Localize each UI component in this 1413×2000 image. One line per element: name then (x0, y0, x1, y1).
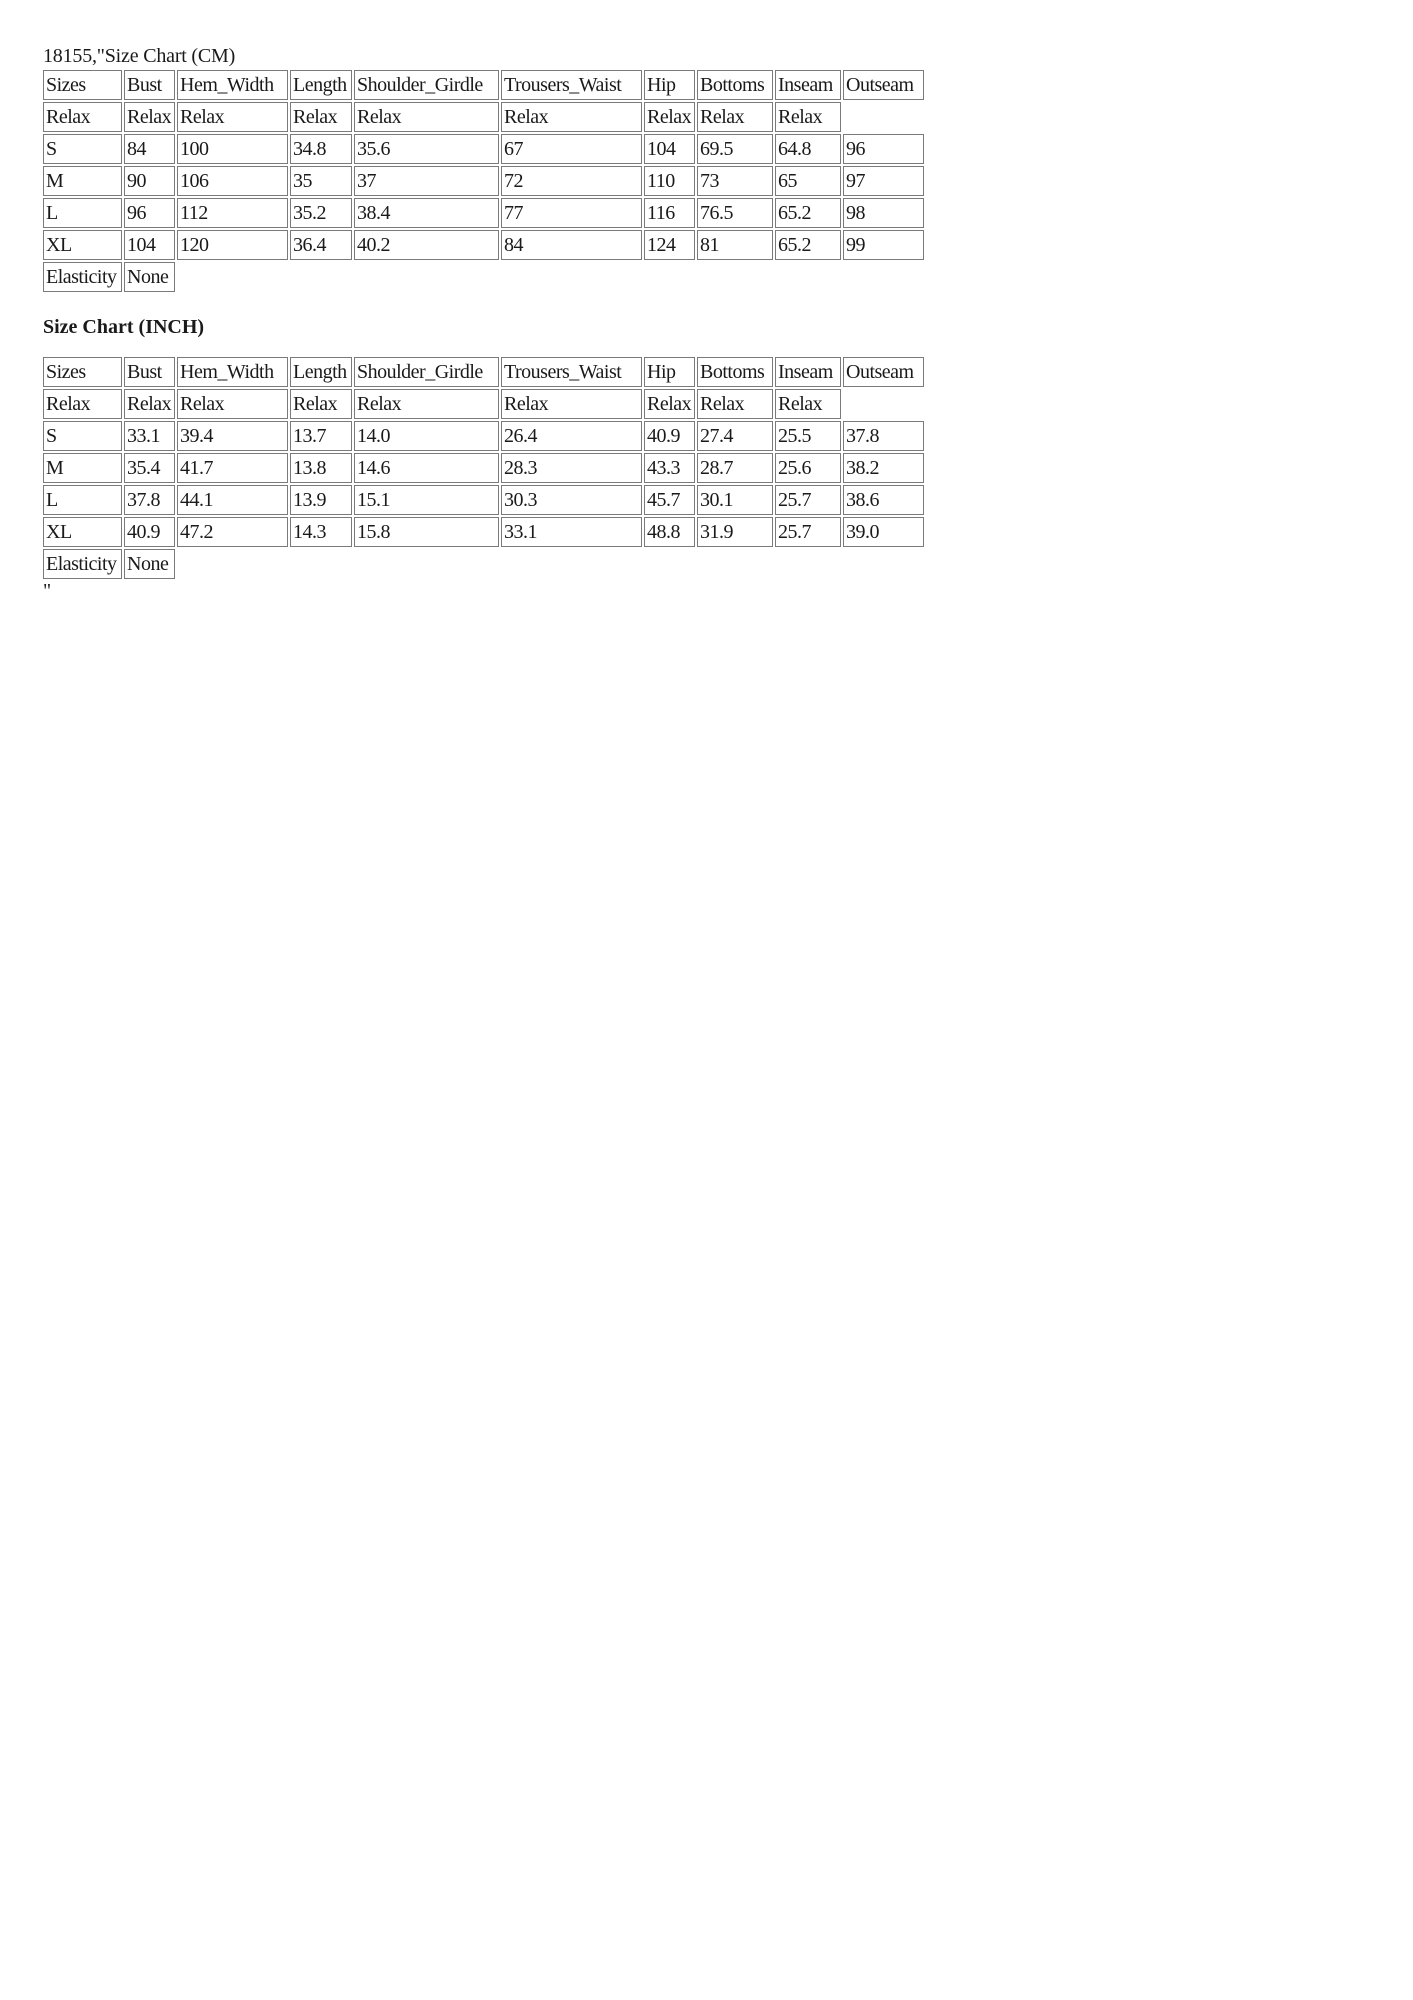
table-cell: 38.4 (354, 198, 499, 228)
relax-row (43, 102, 924, 132)
trailing-quote: " (43, 580, 52, 602)
table-cell: Relax (354, 102, 499, 132)
table-cell: 104 (644, 134, 695, 164)
table-cell: Relax (290, 102, 352, 132)
table-cell: None (124, 549, 175, 579)
table-cell: Relax (43, 389, 122, 419)
table-cell: Hem_Width (177, 70, 288, 100)
size-chart-inch-table (41, 355, 926, 581)
table-cell: 45.7 (644, 485, 695, 515)
table-cell: 64.8 (775, 134, 841, 164)
table-cell: 81 (697, 230, 773, 260)
table-cell: Length (290, 70, 352, 100)
table-cell: Shoulder_Girdle (354, 70, 499, 100)
table-cell: 40.9 (644, 421, 695, 451)
table-cell: 14.3 (290, 517, 352, 547)
table-cell: Relax (124, 389, 175, 419)
table-cell: 72 (501, 166, 642, 196)
table-cell: Relax (775, 102, 841, 132)
table-cell: 100 (177, 134, 288, 164)
table-cell: 65.2 (775, 198, 841, 228)
table-cell: 25.5 (775, 421, 841, 451)
table-cell: 96 (124, 198, 175, 228)
table-row (43, 453, 924, 483)
table-cell: 97 (843, 166, 924, 196)
intro-line: 18155,"Size Chart (CM) (43, 45, 236, 67)
table-cell: 31.9 (697, 517, 773, 547)
table-cell: 43.3 (644, 453, 695, 483)
table-cell: 36.4 (290, 230, 352, 260)
elasticity-row (43, 262, 924, 292)
table-row (43, 134, 924, 164)
table-cell: S (43, 134, 122, 164)
table-cell: Relax (775, 389, 841, 419)
table-cell: Outseam (843, 70, 924, 100)
size-chart-cm-table (41, 68, 926, 294)
table-cell: 104 (124, 230, 175, 260)
document-page (43, 44, 926, 601)
table-cell: 30.1 (697, 485, 773, 515)
table-cell: Relax (644, 102, 695, 132)
table-cell: 40.2 (354, 230, 499, 260)
table-cell: 39.4 (177, 421, 288, 451)
table-cell: 26.4 (501, 421, 642, 451)
table-cell: Relax (177, 389, 288, 419)
table-row (43, 198, 924, 228)
table-cell: Inseam (775, 357, 841, 387)
table-cell: S (43, 421, 122, 451)
table-cell: Relax (644, 389, 695, 419)
table-cell: Relax (177, 102, 288, 132)
table-cell: 39.0 (843, 517, 924, 547)
table-cell: 35 (290, 166, 352, 196)
relax-row (43, 389, 924, 419)
table-cell: M (43, 166, 122, 196)
table-cell: Elasticity (43, 262, 122, 292)
table-cell: 112 (177, 198, 288, 228)
table-cell: 33.1 (501, 517, 642, 547)
table-cell: 27.4 (697, 421, 773, 451)
table-cell: 76.5 (697, 198, 773, 228)
table-cell: 25.7 (775, 485, 841, 515)
table-cell: 13.7 (290, 421, 352, 451)
table-cell: 44.1 (177, 485, 288, 515)
table-cell: 96 (843, 134, 924, 164)
table-cell: 98 (843, 198, 924, 228)
table-cell: 77 (501, 198, 642, 228)
table-cell: Trousers_Waist (501, 357, 642, 387)
table-cell: 65.2 (775, 230, 841, 260)
table-cell: Relax (290, 389, 352, 419)
table-row (43, 166, 924, 196)
table-cell: XL (43, 230, 122, 260)
table-cell: Hip (644, 70, 695, 100)
table-cell: 28.7 (697, 453, 773, 483)
table-cell: 15.8 (354, 517, 499, 547)
table-cell: 13.9 (290, 485, 352, 515)
table-cell: 15.1 (354, 485, 499, 515)
table-cell: Relax (697, 102, 773, 132)
table-cell: 35.2 (290, 198, 352, 228)
table-cell: Sizes (43, 70, 122, 100)
table-cell: 90 (124, 166, 175, 196)
table-cell: Length (290, 357, 352, 387)
table-cell: Relax (43, 102, 122, 132)
table-cell: 13.8 (290, 453, 352, 483)
table-cell: 47.2 (177, 517, 288, 547)
table-cell: 106 (177, 166, 288, 196)
table-cell: 124 (644, 230, 695, 260)
table-cell: Relax (354, 389, 499, 419)
table-cell: 34.8 (290, 134, 352, 164)
table-cell: Relax (697, 389, 773, 419)
table-cell: Trousers_Waist (501, 70, 642, 100)
table-cell: Elasticity (43, 549, 122, 579)
table-row (43, 517, 924, 547)
table-cell: 48.8 (644, 517, 695, 547)
table-cell: Shoulder_Girdle (354, 357, 499, 387)
table-cell: Relax (501, 102, 642, 132)
table-cell: Bust (124, 70, 175, 100)
table-cell: 14.0 (354, 421, 499, 451)
table-cell: 99 (843, 230, 924, 260)
table-cell: None (124, 262, 175, 292)
header-row (43, 357, 924, 387)
table-cell: Bottoms (697, 70, 773, 100)
table-cell: XL (43, 517, 122, 547)
table-cell: Hip (644, 357, 695, 387)
table-cell: 38.2 (843, 453, 924, 483)
table-cell: 30.3 (501, 485, 642, 515)
table-cell: 40.9 (124, 517, 175, 547)
table-cell: Relax (501, 389, 642, 419)
table-row (43, 485, 924, 515)
table-cell: 120 (177, 230, 288, 260)
header-row (43, 70, 924, 100)
empty-cell (843, 102, 924, 132)
table-cell: Inseam (775, 70, 841, 100)
table-cell: Outseam (843, 357, 924, 387)
table-cell: 37.8 (843, 421, 924, 451)
empty-cell (843, 389, 924, 419)
table-cell: Bottoms (697, 357, 773, 387)
table-cell: 84 (124, 134, 175, 164)
table-cell: Sizes (43, 357, 122, 387)
table-row (43, 230, 924, 260)
inch-chart-heading: Size Chart (INCH) (43, 316, 205, 338)
table-cell: L (43, 198, 122, 228)
table-cell: 28.3 (501, 453, 642, 483)
table-cell: 73 (697, 166, 773, 196)
table-cell: 116 (644, 198, 695, 228)
table-cell: M (43, 453, 122, 483)
table-cell: 25.7 (775, 517, 841, 547)
table-cell: L (43, 485, 122, 515)
table-cell: Bust (124, 357, 175, 387)
table-cell: 37.8 (124, 485, 175, 515)
table-cell: 67 (501, 134, 642, 164)
table-cell: 38.6 (843, 485, 924, 515)
table-row (43, 421, 924, 451)
table-cell: 35.4 (124, 453, 175, 483)
elasticity-row (43, 549, 924, 579)
table-cell: 41.7 (177, 453, 288, 483)
table-cell: 84 (501, 230, 642, 260)
table-cell: 65 (775, 166, 841, 196)
table-cell: 33.1 (124, 421, 175, 451)
table-cell: 25.6 (775, 453, 841, 483)
table-cell: Relax (124, 102, 175, 132)
table-cell: 14.6 (354, 453, 499, 483)
table-cell: 69.5 (697, 134, 773, 164)
table-cell: 37 (354, 166, 499, 196)
table-cell: 110 (644, 166, 695, 196)
table-cell: 35.6 (354, 134, 499, 164)
table-cell: Hem_Width (177, 357, 288, 387)
